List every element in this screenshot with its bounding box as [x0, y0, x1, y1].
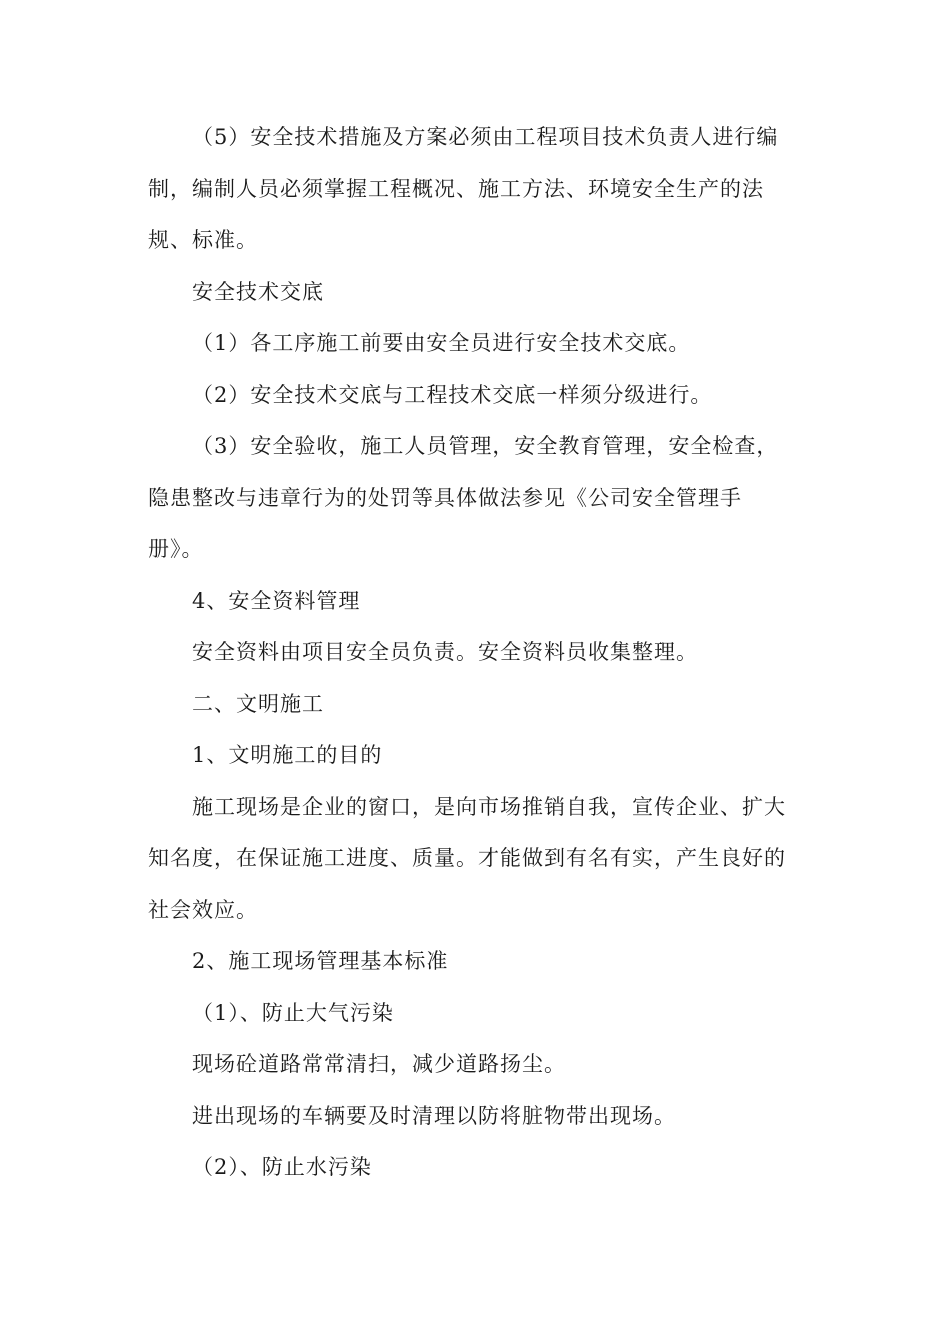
section-heading: 4、安全资料管理	[192, 589, 361, 613]
paragraph-line: 知名度，在保证施工进度、质量。才能做到有名有实，产生良好的	[148, 846, 786, 870]
paragraph-line: 安全资料由项目安全员负责。安全资料员收集整理。	[192, 640, 698, 664]
paragraph-line: （3）安全验收，施工人员管理，安全教育管理，安全检查，	[192, 434, 779, 458]
paragraph-line: 册》。	[148, 537, 204, 561]
paragraph-line: （1）各工序施工前要由安全员进行安全技术交底。	[192, 331, 691, 355]
paragraph-line: 进出现场的车辆要及时清理以防将脏物带出现场。	[192, 1104, 676, 1128]
section-heading: 2、施工现场管理基本标准	[192, 949, 449, 973]
paragraph-line: 社会效应。	[148, 898, 258, 922]
subsection-heading: （2）、防止水污染	[192, 1155, 372, 1179]
paragraph-line: （5）安全技术措施及方案必须由工程项目技术负责人进行编	[192, 125, 779, 149]
paragraph-line: （2）安全技术交底与工程技术交底一样须分级进行。	[192, 383, 713, 407]
paragraph-line: 制，编制人员必须掌握工程概况、施工方法、环境安全生产的法	[148, 177, 764, 201]
section-heading: 安全技术交底	[192, 280, 324, 304]
section-heading: 1、文明施工的目的	[192, 743, 383, 767]
paragraph-line: 施工现场是企业的窗口，是向市场推销自我，宣传企业、扩大	[192, 795, 786, 819]
paragraph-line: 规、标准。	[148, 228, 258, 252]
paragraph-line: 现场砼道路常常清扫，减少道路扬尘。	[192, 1052, 566, 1076]
section-heading: 二、文明施工	[192, 692, 324, 716]
paragraph-line: 隐患整改与违章行为的处罚等具体做法参见《公司安全管理手	[148, 486, 742, 510]
subsection-heading: （1）、防止大气污染	[192, 1001, 394, 1025]
